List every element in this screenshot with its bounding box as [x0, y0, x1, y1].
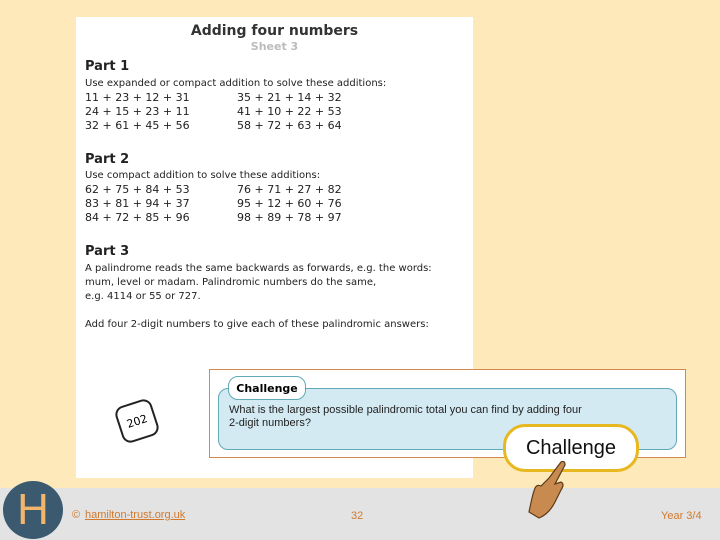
palindrome-tile: 202: [113, 397, 161, 445]
sum: 98 + 89 + 78 + 97: [237, 211, 342, 224]
sum: 24 + 15 + 23 + 11: [85, 105, 190, 118]
part3-text: e.g. 4114 or 55 or 727.: [85, 291, 201, 302]
part1-instruction: Use expanded or compact addition to solve these additions:: [85, 78, 387, 89]
sum: 32 + 61 + 45 + 56: [85, 119, 190, 132]
question-line: What is the largest possible palindromic total you can find by adding four: [229, 404, 582, 416]
sum: 84 + 72 + 85 + 96: [85, 211, 190, 224]
part3-instruction: Add four 2-digit numbers to give each of these palindromic answers:: [85, 319, 429, 330]
worksheet-title: Adding four numbers: [190, 23, 359, 39]
part3-text: mum, level or madam. Palindromic numbers do the same,: [85, 277, 377, 288]
sum: 83 + 81 + 94 + 37: [85, 197, 190, 210]
part2-heading: Part 2: [85, 152, 130, 167]
sum: 41 + 10 + 22 + 53: [237, 105, 342, 118]
sum: 95 + 12 + 60 + 76: [237, 197, 342, 210]
hamilton-logo: H: [3, 481, 63, 539]
sum: 76 + 71 + 27 + 82: [237, 183, 342, 196]
pointing-hand-icon: [525, 458, 575, 522]
part3-heading: Part 3: [85, 244, 130, 259]
hamilton-link[interactable]: hamilton-trust.org.uk: [85, 509, 186, 521]
sum: 62 + 75 + 84 + 53: [85, 183, 190, 196]
copyright-symbol: ©: [72, 509, 81, 521]
part3-text: A palindrome reads the same backwards as forwards, e.g. the words:: [85, 263, 432, 274]
challenge-tab: Challenge: [228, 376, 306, 400]
year-label: Year 3/4: [661, 510, 702, 522]
question-line: 2-digit numbers?: [229, 417, 311, 429]
worksheet-subtitle: Sheet 3: [250, 40, 299, 53]
sum: 58 + 72 + 63 + 64: [237, 119, 342, 132]
sum: 11 + 23 + 12 + 31: [85, 91, 190, 104]
page-number: 32: [351, 510, 364, 522]
part2-instruction: Use compact addition to solve these additions:: [85, 170, 321, 181]
sum: 35 + 21 + 14 + 32: [237, 91, 342, 104]
challenge-button[interactable]: Challenge: [503, 424, 639, 472]
part1-heading: Part 1: [85, 59, 130, 74]
